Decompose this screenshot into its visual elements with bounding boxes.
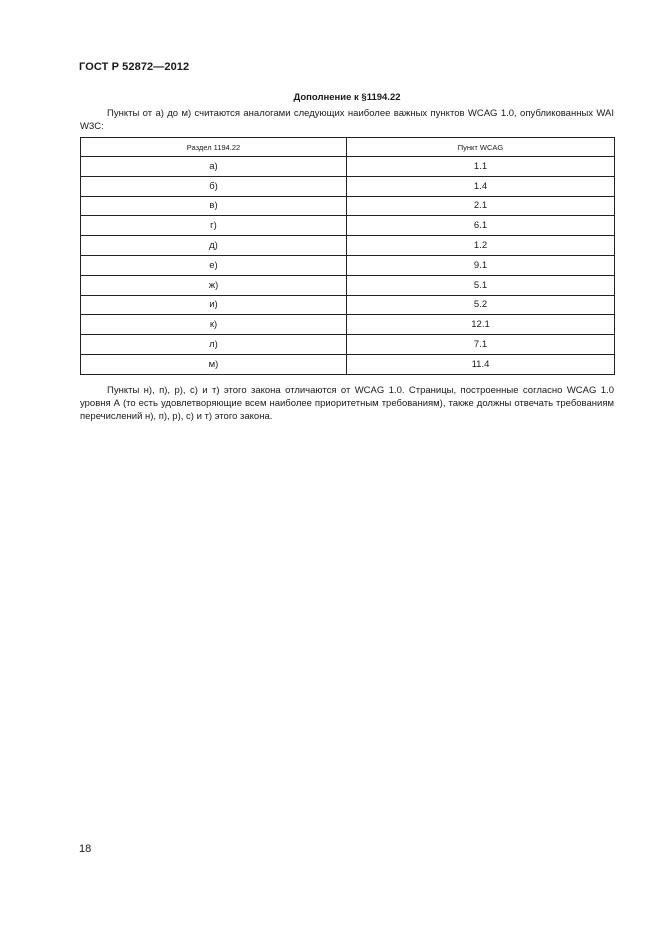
table-row — [81, 335, 615, 355]
table-row — [81, 354, 615, 374]
wcag-cell: 5.2 — [347, 295, 615, 315]
table-row — [81, 275, 615, 295]
table-row — [81, 315, 615, 335]
wcag-cell: 9.1 — [347, 255, 615, 275]
document-code: ГОСТ Р 52872—2012 — [79, 61, 190, 73]
wcag-cell: 1.2 — [347, 236, 615, 256]
table-row — [81, 196, 615, 216]
section-cell: б) — [81, 176, 347, 196]
section-cell: в) — [81, 196, 347, 216]
correspondence-table — [80, 137, 615, 375]
intro-paragraph: Пункты от а) до м) считаются аналогами следующих наиболее важных пунктов WCAG 1.0, опубликованных WAI W3C: — [80, 108, 614, 132]
table-header-row — [81, 138, 615, 157]
table-row — [81, 216, 615, 236]
column-header-wcag: Пункт WCAG — [347, 138, 615, 157]
table-row — [81, 255, 615, 275]
wcag-cell: 1.1 — [347, 157, 615, 177]
section-cell: и) — [81, 295, 347, 315]
wcag-cell: 1.4 — [347, 176, 615, 196]
section-cell: к) — [81, 315, 347, 335]
table-row — [81, 295, 615, 315]
table-row — [81, 236, 615, 256]
section-cell: л) — [81, 335, 347, 355]
wcag-cell: 6.1 — [347, 216, 615, 236]
page-number: 18 — [79, 843, 92, 855]
column-header-section: Раздел 1194.22 — [81, 138, 347, 157]
section-cell: а) — [81, 157, 347, 177]
section-cell: ж) — [81, 275, 347, 295]
section-cell: е) — [81, 255, 347, 275]
section-cell: м) — [81, 354, 347, 374]
outro-paragraph: Пункты н), п), р), с) и т) этого закона отличаются от WCAG 1.0. Страницы, построенные согласно WCAG 1.0 уровня А (то есть удовлетворяющие всем наиболее приоритетным требованиям), также должны отвечать требованиям перечислений н), п), р), с) и т) этого закона. — [80, 385, 614, 422]
section-title: Дополнение к §1194.22 — [293, 92, 401, 103]
section-cell: д) — [81, 236, 347, 256]
wcag-cell: 12.1 — [347, 315, 615, 335]
wcag-cell: 2.1 — [347, 196, 615, 216]
table-row — [81, 176, 615, 196]
table-row — [81, 157, 615, 177]
wcag-cell: 5.1 — [347, 275, 615, 295]
wcag-cell: 7.1 — [347, 335, 615, 355]
wcag-cell: 11.4 — [347, 354, 615, 374]
section-cell: г) — [81, 216, 347, 236]
